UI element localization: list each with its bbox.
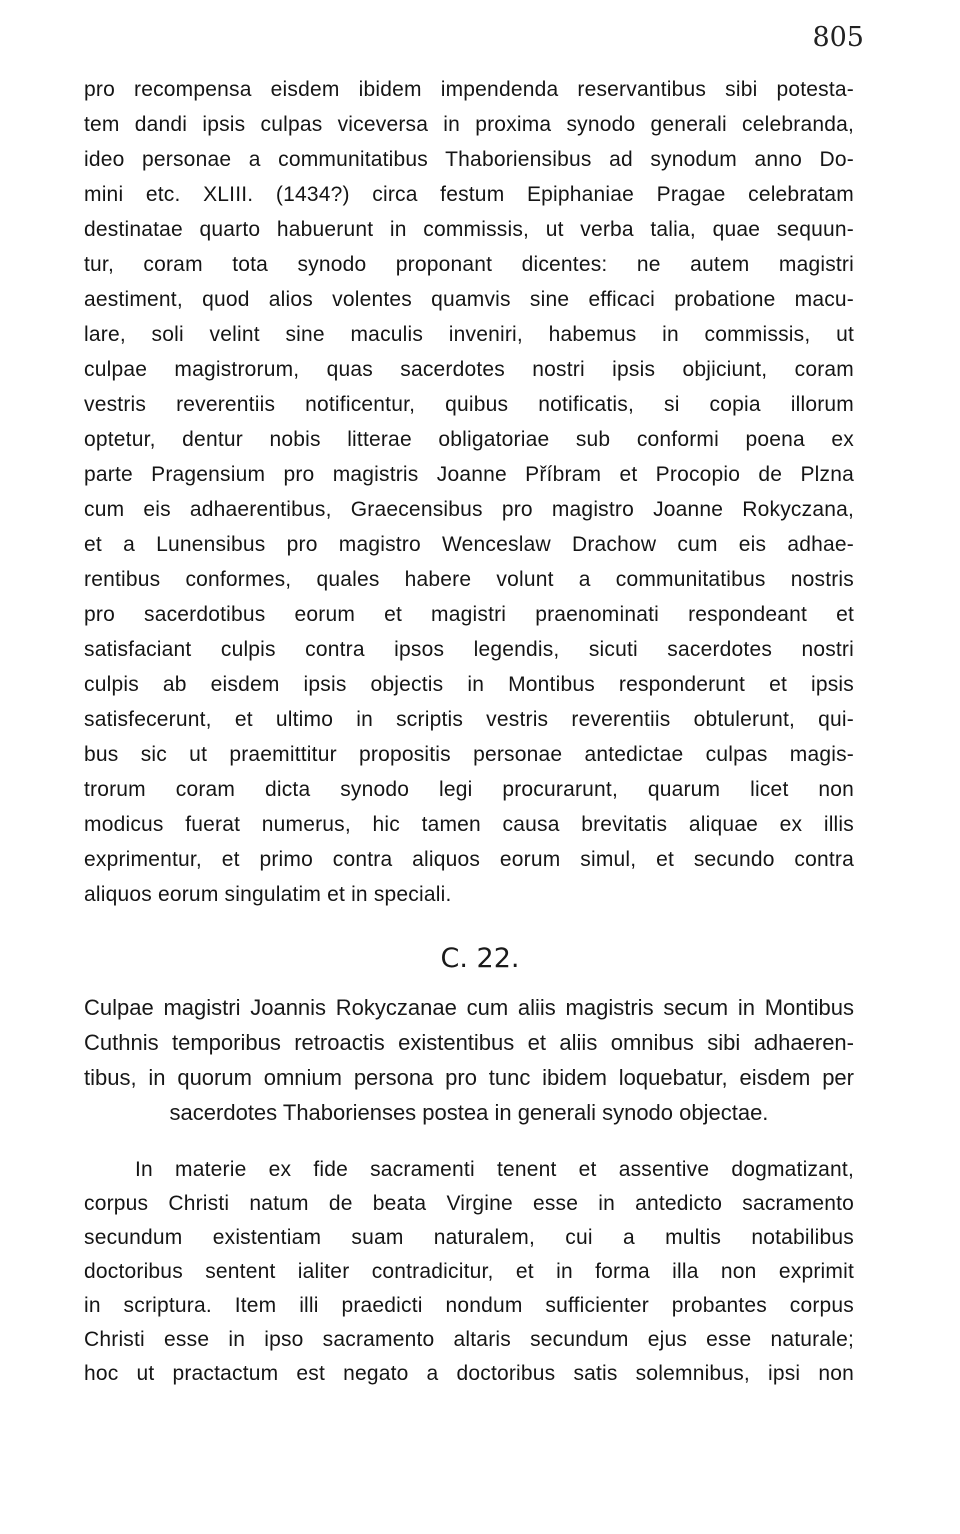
- text-line: tem dandi ipsis culpas viceversa in proxima synodo generali celebranda,: [84, 113, 854, 136]
- text-line: doctoribus sentent ialiter contradicitur, et in forma illa non exprimit: [84, 1260, 854, 1283]
- text-line: secundum existentiam suam naturalem, cui a multis notabilibus: [84, 1226, 854, 1249]
- text-line: et a Lunensibus pro magistro Wenceslaw Drachow cum eis adhae-: [84, 533, 854, 556]
- text-line: In materie ex fide sacramenti tenent et assentive dogmatizant,: [135, 1158, 854, 1181]
- text-line: tur, coram tota synodo proponant dicentes: ne autem magistri: [84, 253, 854, 276]
- text-line: in scriptura. Item illi praedicti nondum sufficienter probantes corpus: [84, 1294, 854, 1317]
- summary-line: Cuthnis temporibus retroactis existentibus et aliis omnibus sibi adhaeren-: [84, 1030, 854, 1055]
- text-line: ideo personae a communitatibus Thaboriensibus ad synodum anno Do-: [84, 148, 854, 171]
- text-line: rentibus conformes, quales habere volunt a communitatibus nostris: [84, 568, 854, 591]
- text-line: satisfecerunt, et ultimo in scriptis vestris reverentiis obtulerunt, qui-: [84, 708, 854, 731]
- page-number: 805: [812, 22, 864, 53]
- text-line: lare, soli velint sine maculis inveniri, habemus in commissis, ut: [84, 323, 854, 346]
- text-line: optetur, dentur nobis litterae obligatoriae sub conformi poena ex: [84, 428, 854, 451]
- text-line: hoc ut practactum est negato a doctoribus satis solemnibus, ipsi non: [84, 1362, 854, 1385]
- summary-line: sacerdotes Thaborienses postea in generali synodo objectae.: [169, 1100, 769, 1125]
- chapter-heading: C. 22.: [440, 943, 520, 974]
- text-line: cum eis adhaerentibus, Graecensibus pro magistro Joanne Rokyczana,: [84, 498, 854, 521]
- text-line: destinatae quarto habuerunt in commissis, ut verba talia, quae sequun-: [84, 218, 854, 241]
- text-line: aestiment, quod alios volentes quamvis sine efficaci probatione macu-: [84, 288, 854, 311]
- text-line: bus sic ut praemittitur propositis personae antedictae culpas magis-: [84, 743, 854, 766]
- text-line: mini etc. XLIII. (1434?) circa festum Epiphaniae Pragae celebratam: [84, 183, 854, 206]
- text-line: Christi esse in ipso sacramento altaris secundum ejus esse naturale;: [84, 1328, 854, 1351]
- text-line: trorum coram dicta synodo legi procurarunt, quarum licet non: [84, 778, 854, 801]
- summary-line: Culpae magistri Joannis Rokyczanae cum aliis magistris secum in Montibus: [84, 995, 854, 1020]
- text-line: aliquos eorum singulatim et in speciali.: [84, 883, 452, 906]
- text-line: pro recompensa eisdem ibidem impendenda reservantibus sibi potesta-: [84, 78, 854, 101]
- text-line: corpus Christi natum de beata Virgine esse in antedicto sacramento: [84, 1192, 854, 1215]
- text-line: parte Pragensium pro magistris Joanne Příbram et Procopio de Plzna: [84, 463, 854, 486]
- text-line: vestris reverentiis notificentur, quibus notificatis, si copia illorum: [84, 393, 854, 416]
- text-line: pro sacerdotibus eorum et magistri praenominati respondeant et: [84, 603, 854, 626]
- summary-line: tibus, in quorum omnium persona pro tunc ibidem loquebatur, eisdem per: [84, 1065, 854, 1090]
- text-line: culpis ab eisdem ipsis objectis in Montibus responderunt et ipsis: [84, 673, 854, 696]
- text-line: satisfaciant culpis contra ipsos legendis, sicuti sacerdotes nostri: [84, 638, 854, 661]
- text-line: exprimentur, et primo contra aliquos eorum simul, et secundo contra: [84, 848, 854, 871]
- text-line: modicus fuerat numerus, hic tamen causa brevitatis aliquae ex illis: [84, 813, 854, 836]
- text-line: culpae magistrorum, quas sacerdotes nostri ipsis objiciunt, coram: [84, 358, 854, 381]
